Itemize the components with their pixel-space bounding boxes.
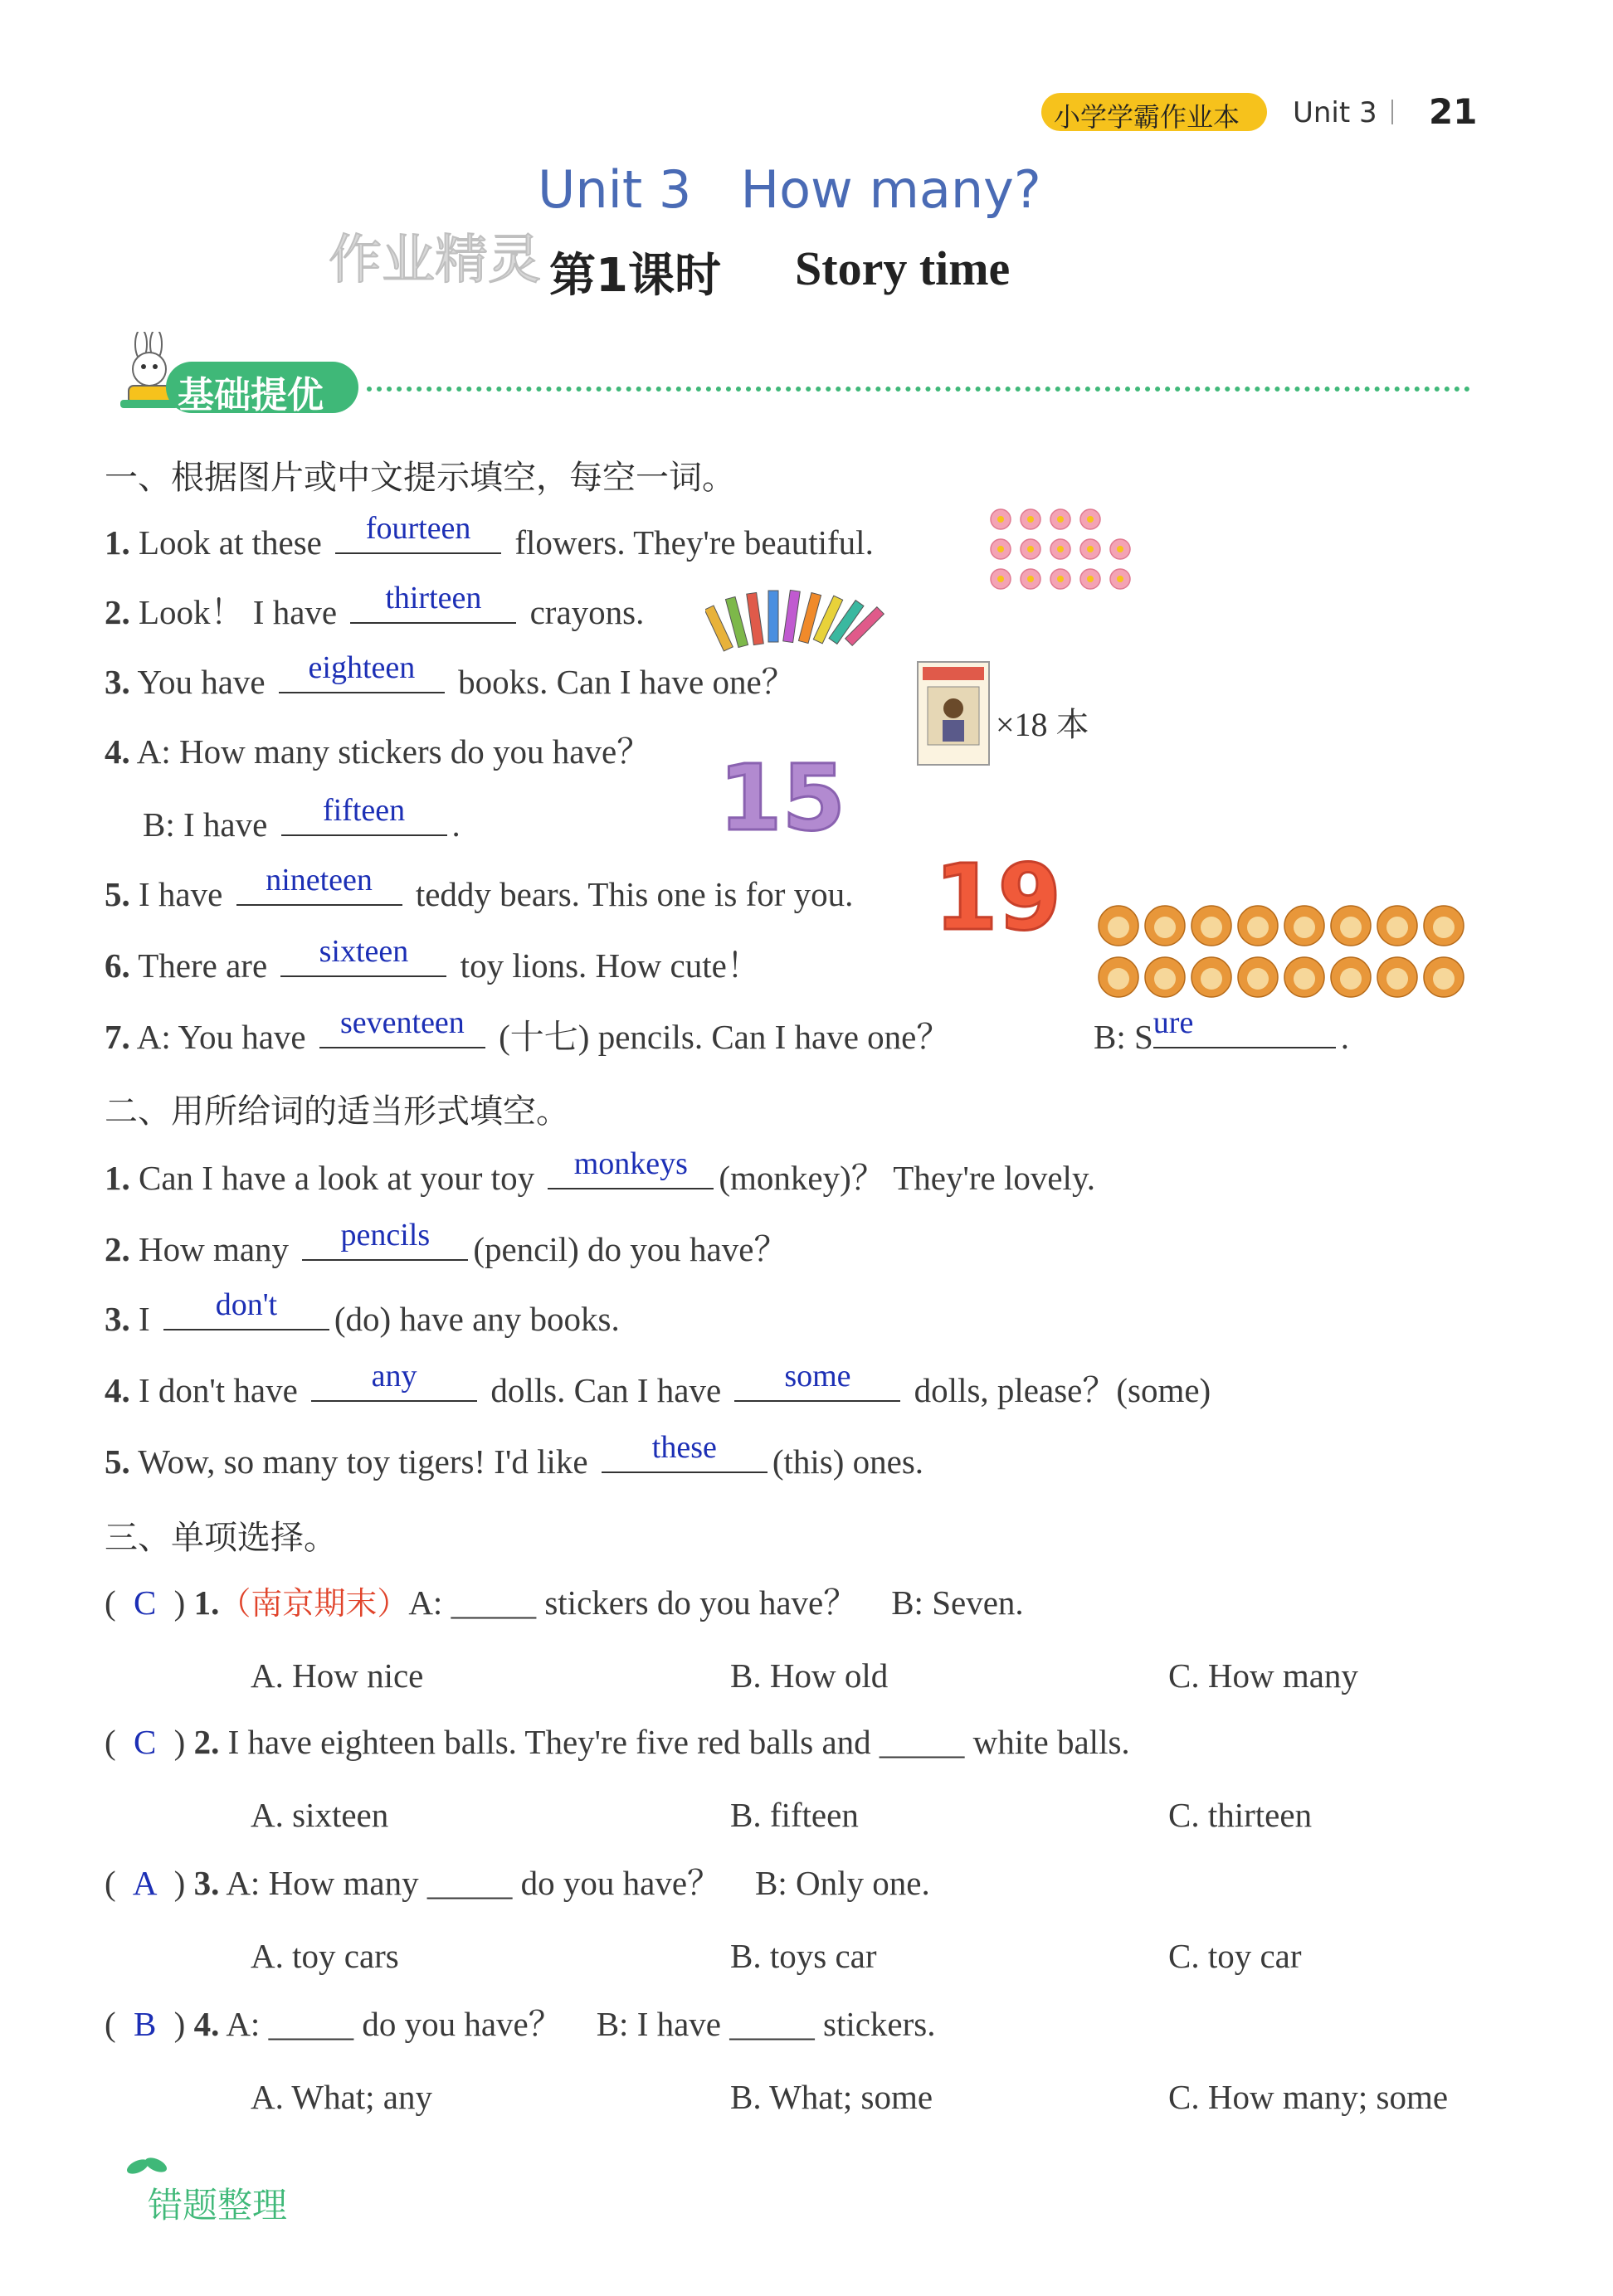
header-divider	[1391, 100, 1393, 124]
item-number: 3.	[105, 1300, 130, 1338]
item-text: Look！ I have	[139, 593, 338, 631]
item-text: .	[451, 805, 461, 844]
s2-item-4	[105, 1359, 1211, 1409]
item-text: I have	[139, 875, 223, 913]
answer-text: sixteen	[319, 934, 409, 969]
answer-text: any	[371, 1359, 417, 1394]
item-number: 5.	[105, 875, 130, 913]
option-c[interactable]: C. thirteen	[1168, 1796, 1313, 1834]
item-number: 1.	[193, 1583, 220, 1622]
answer-text: pencils	[340, 1218, 431, 1253]
answer-blank[interactable]	[302, 1218, 468, 1261]
item-text: toy lions. How cute！	[460, 946, 761, 985]
lions-image	[1095, 901, 1477, 1004]
option-b[interactable]: B. What; some	[730, 2078, 933, 2116]
choice-answer[interactable]: C	[133, 1583, 157, 1622]
s3-question-4: ( B ) 4. A: _____ do you have？ B: I have _____ stickers.	[105, 2005, 936, 2043]
item-number: 2.	[193, 1723, 220, 1761]
s2-item-5	[105, 1430, 924, 1481]
answer-text: thirteen	[385, 581, 482, 615]
item-number: 1.	[105, 523, 130, 562]
lesson-cn: 第1课时	[549, 249, 721, 303]
s1-item-2	[105, 581, 645, 631]
answer-text: don't	[215, 1287, 278, 1322]
section-dotted-rule	[367, 387, 1470, 392]
section-badge-text: 基础提优	[178, 374, 324, 416]
s1-item-3	[105, 650, 796, 701]
item-text: A: You have	[136, 1018, 306, 1056]
header-unit: Unit 3	[1293, 96, 1377, 129]
number-15-graphic: 15	[719, 745, 846, 851]
item-text: How many	[139, 1230, 290, 1268]
option-a[interactable]: A. How nice	[251, 1656, 424, 1695]
s3-question-3: ( A ) 3. A: How many _____ do you have？ B: Only one.	[105, 1864, 930, 1902]
item-number: 6.	[105, 946, 130, 985]
answer-blank[interactable]	[602, 1430, 768, 1473]
question-text: A: _____ do you have？ B: I have _____ stickers.	[226, 2005, 936, 2043]
section2-heading: 二、用所给词的适当形式填空。	[105, 1092, 569, 1131]
question-text: A: _____ stickers do you have？ B: Seven.	[408, 1583, 1024, 1622]
footer-label: 错题整理	[148, 2185, 288, 2225]
item-text: (十七) pencils. Can I have one？	[499, 1018, 951, 1056]
item-text: I	[139, 1300, 150, 1338]
s1-item-6	[105, 934, 761, 985]
answer-blank[interactable]	[279, 650, 445, 693]
item-number: 2.	[105, 593, 130, 631]
answer-text: nineteen	[266, 863, 373, 897]
item-text: (this) ones.	[772, 1442, 924, 1481]
answer-text: some	[784, 1359, 851, 1394]
item-text: (monkey)？ They're lovely.	[719, 1159, 1096, 1197]
question-text: I have eighteen balls. They're five red balls and _____ white balls.	[227, 1723, 1130, 1761]
answer-text: ure	[1152, 1005, 1194, 1040]
item-number: 5.	[105, 1442, 130, 1481]
choice-answer[interactable]: C	[133, 1723, 157, 1761]
number-19-graphic: 19	[934, 844, 1062, 951]
crayons-image	[705, 581, 904, 660]
option-a[interactable]: A. sixteen	[251, 1796, 389, 1834]
s3-question-1: ( C ) 1.（南京期末）A: _____ stickers do you have？ B: Seven.	[105, 1583, 1024, 1622]
item-text: books. Can I have one？	[458, 663, 796, 701]
option-c[interactable]: C. How many; some	[1168, 2078, 1449, 2116]
item-text: A: How many stickers do you have？	[136, 732, 651, 771]
item-number: 2.	[105, 1230, 130, 1268]
item-text: You have	[137, 663, 266, 701]
section3-heading: 三、单项选择。	[105, 1519, 337, 1557]
section1-heading: 一、根据图片或中文提示填空，每空一词。	[105, 459, 735, 497]
item-text: teddy bears. This one is for you.	[415, 875, 854, 913]
answer-text: fifteen	[322, 793, 406, 828]
choice-answer[interactable]: B	[133, 2005, 157, 2043]
s1-item-5	[105, 863, 854, 913]
item-number: 3.	[105, 663, 130, 701]
source-tag: （南京期末）	[219, 1585, 409, 1622]
s1-item-1	[105, 511, 874, 562]
option-b[interactable]: B. How old	[730, 1656, 889, 1695]
item-text: (do) have any books.	[334, 1300, 620, 1338]
s1-item-7	[105, 1005, 951, 1056]
answer-blank[interactable]	[236, 863, 402, 906]
answer-text: these	[651, 1430, 717, 1465]
book-image	[916, 660, 991, 766]
item-text: flowers. They're beautiful.	[514, 523, 874, 562]
flowers-image	[982, 501, 1148, 599]
item-text: (pencil) do you have？	[473, 1230, 788, 1268]
answer-text: seventeen	[339, 1005, 465, 1040]
item-number: 4.	[105, 732, 130, 771]
answer-text: monkeys	[573, 1146, 688, 1181]
item-text: crayons.	[529, 593, 645, 631]
s2-item-3	[105, 1287, 620, 1338]
s1-item-4a	[105, 732, 651, 771]
s2-item-2	[105, 1218, 788, 1268]
item-text: B: I have	[143, 805, 268, 844]
header-badge-text: 小学学霸作业本	[1054, 101, 1240, 133]
item-text: dolls, please？(some)	[914, 1371, 1211, 1409]
s3-question-2: ( C ) 2. I have eighteen balls. They're five red balls and _____ white balls.	[105, 1723, 1130, 1761]
answer-blank[interactable]	[548, 1146, 714, 1189]
option-b[interactable]: B. toys car	[730, 1937, 877, 1975]
item-number: 1.	[105, 1159, 130, 1197]
item-text: Look at these	[139, 523, 322, 562]
watermark: 作业精灵	[329, 230, 541, 291]
s1-item-4b	[143, 793, 461, 844]
item-text: There are	[138, 946, 268, 985]
s2-item-1	[105, 1146, 1096, 1197]
option-b[interactable]: B. fifteen	[730, 1796, 859, 1834]
item-text: dolls. Can I have	[490, 1371, 722, 1409]
book-count: ×18 本	[996, 706, 1089, 743]
item-number: 4.	[105, 1371, 130, 1409]
option-a[interactable]: A. What; any	[251, 2078, 432, 2116]
leaf-icon	[123, 2153, 173, 2178]
item-number: 7.	[105, 1018, 130, 1056]
page-number: 21	[1429, 91, 1478, 132]
choice-answer[interactable]: A	[132, 1864, 158, 1902]
answer-blank[interactable]	[350, 581, 516, 624]
answer-text: fourteen	[365, 511, 471, 546]
answer-blank[interactable]	[280, 934, 446, 977]
option-a[interactable]: A. toy cars	[251, 1937, 399, 1975]
unit-title: Unit 3 How many?	[538, 159, 1041, 220]
answer-text: eighteen	[308, 650, 416, 685]
answer-blank[interactable]	[281, 793, 447, 836]
answer-blank[interactable]	[335, 511, 501, 554]
answer-blank[interactable]	[734, 1359, 900, 1402]
option-c[interactable]: C. toy car	[1168, 1937, 1302, 1975]
item-text: Can I have a look at your toy	[139, 1159, 535, 1197]
item-text: Wow, so many toy tigers! I'd like	[138, 1442, 588, 1481]
question-text: A: How many _____ do you have？ B: Only one.	[226, 1864, 930, 1902]
option-c[interactable]: C. How many	[1168, 1656, 1358, 1695]
answer-blank[interactable]	[319, 1005, 485, 1048]
item-text: I don't have	[139, 1371, 298, 1409]
lesson-en: Story time	[795, 241, 1011, 295]
answer-blank[interactable]	[163, 1287, 329, 1330]
item-number: 3.	[193, 1864, 220, 1902]
s1-item-7b: B: S ure .	[1094, 1005, 1350, 1056]
answer-blank[interactable]	[311, 1359, 477, 1402]
item-text: B: S	[1094, 1018, 1153, 1056]
item-number: 4.	[193, 2005, 220, 2043]
